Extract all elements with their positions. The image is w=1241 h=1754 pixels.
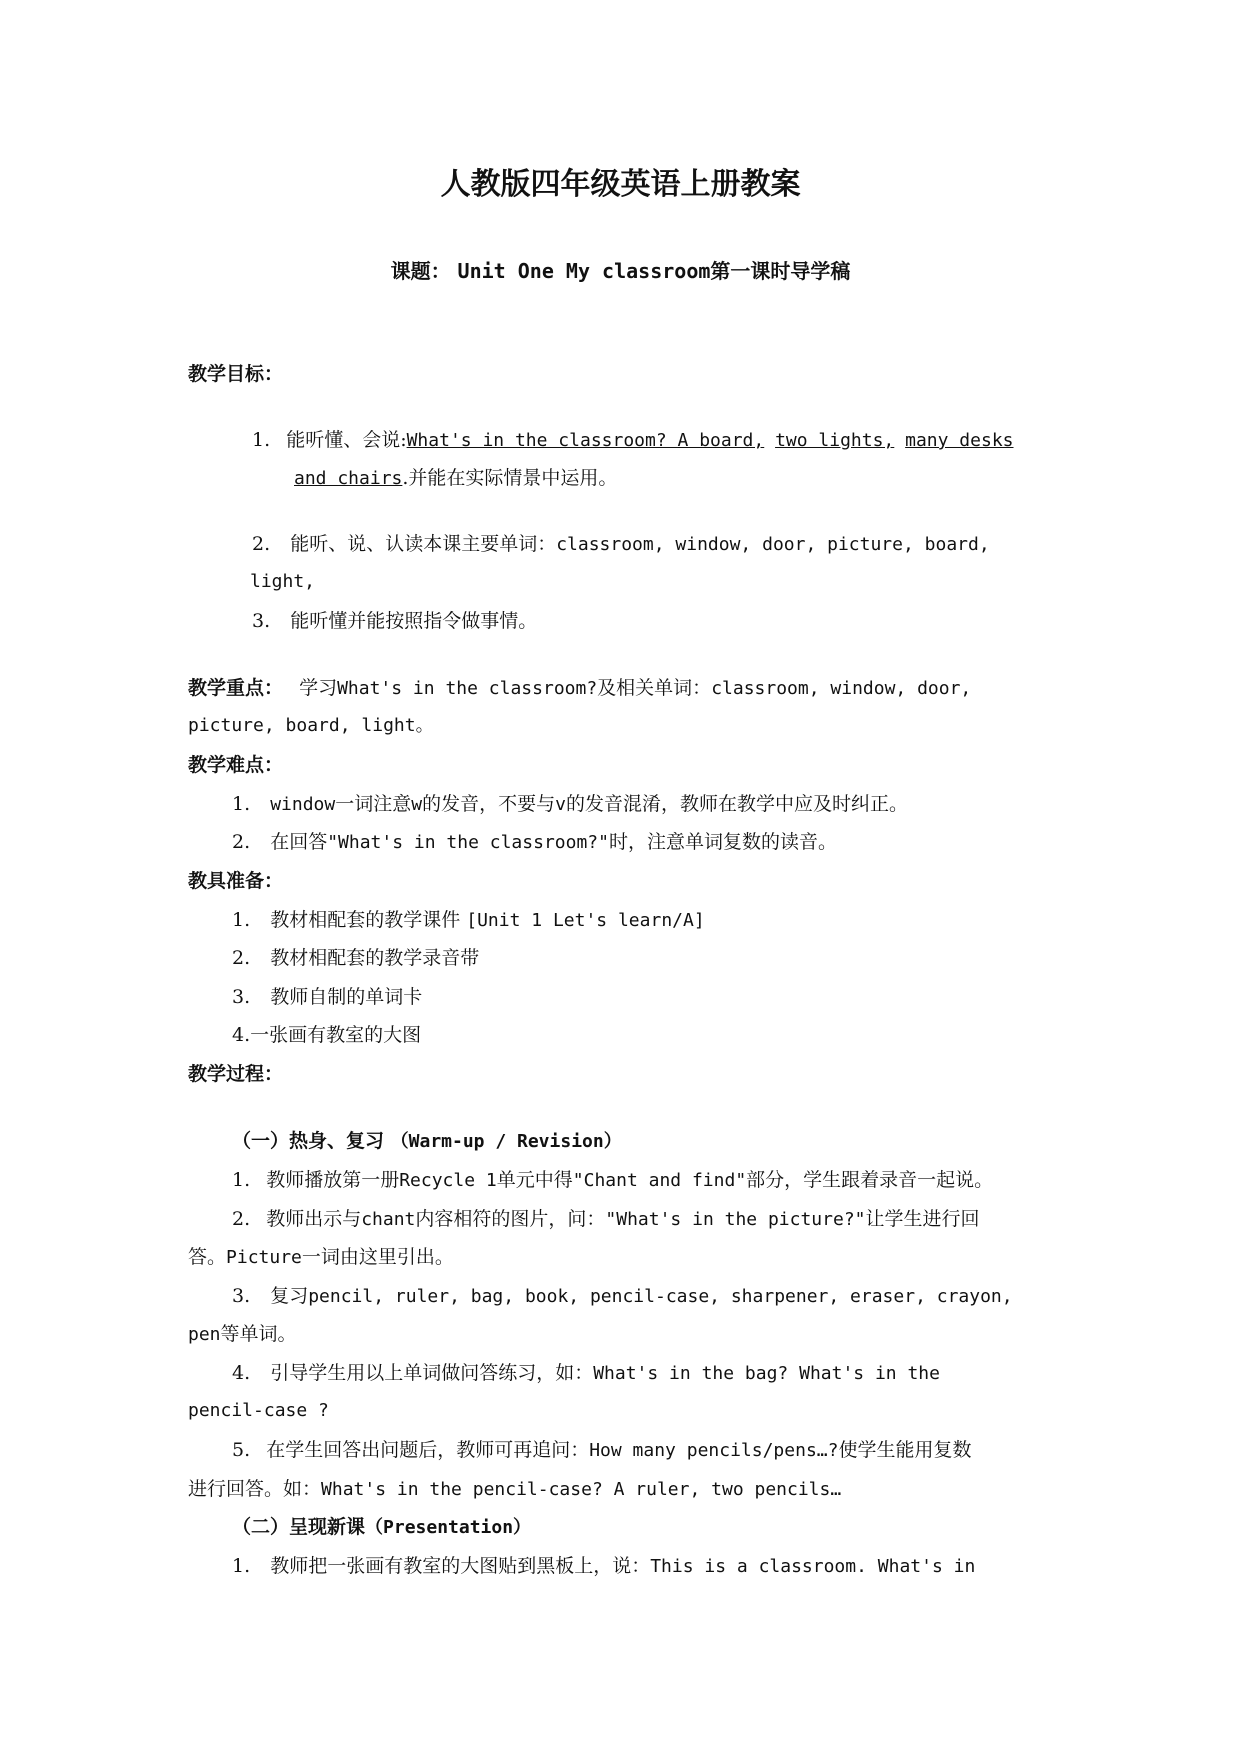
warmup-step-5 bbox=[232, 1438, 971, 1463]
objective-2-number: 2. bbox=[252, 533, 271, 555]
section-presentation-title: （二）呈现新课 bbox=[232, 1516, 366, 1538]
warmup-step-4 bbox=[232, 1361, 940, 1386]
difficulty-1 bbox=[232, 792, 908, 817]
difficulty-1-letter-v: v bbox=[555, 794, 566, 815]
warmup-step-2-text-1: 教师出示与 bbox=[266, 1208, 362, 1230]
focus-line bbox=[188, 676, 971, 701]
focus-words: classroom, window, door, bbox=[711, 678, 972, 699]
tool-2-text: 教材相配套的教学录音带 bbox=[270, 947, 480, 969]
section-warmup-title: （一）热身、复习 bbox=[232, 1130, 385, 1152]
sep bbox=[894, 430, 905, 451]
warmup-step-5-question: How many pencils/pens…? bbox=[589, 1440, 839, 1461]
presentation-step-1-text: 教师把一张画有教室的大图贴到黑板上，说： bbox=[270, 1555, 651, 1577]
objective-2-continued: light, bbox=[250, 571, 316, 592]
section-presentation-english: （Presentation） bbox=[365, 1517, 532, 1538]
difficulty-2-text-1: 在回答 bbox=[270, 831, 328, 853]
warmup-step-3-cont: 等单词。 bbox=[220, 1323, 297, 1345]
warmup-step-3-text: 复习 bbox=[270, 1285, 309, 1307]
tool-1-text: 教材相配套的教学课件 bbox=[270, 909, 461, 931]
warmup-step-4-continued: pencil-case ? bbox=[188, 1400, 329, 1421]
objective-1-phrase-1: What's in the classroom? A board, bbox=[406, 430, 765, 451]
process-heading: 教学过程： bbox=[188, 1063, 284, 1085]
presentation-step-1-number: 1. bbox=[232, 1555, 251, 1577]
difficulty-2-number: 2. bbox=[232, 831, 251, 853]
difficulty-2-question: "What's in the classroom?" bbox=[327, 832, 609, 853]
objective-1-continued bbox=[294, 466, 617, 491]
tools-heading: 教具准备： bbox=[188, 870, 284, 892]
warmup-step-5-cont: 进行回答。如： bbox=[188, 1478, 322, 1500]
warmup-step-2-continued bbox=[188, 1245, 454, 1270]
objective-1 bbox=[252, 428, 1014, 453]
warmup-step-1 bbox=[232, 1168, 993, 1193]
subtitle-suffix: 第一课时导学稿 bbox=[710, 259, 851, 283]
warmup-step-1-number: 1. bbox=[232, 1169, 251, 1191]
difficulty-1-word: window bbox=[270, 794, 336, 815]
objectives-heading: 教学目标： bbox=[188, 363, 284, 385]
section-presentation-heading bbox=[232, 1515, 531, 1540]
subtitle-label: 课题： bbox=[390, 259, 451, 283]
objective-1-number: 1. bbox=[252, 429, 271, 451]
warmup-step-3-words: pencil, ruler, bag, book, pencil-case, sharpener, eraser, crayon, bbox=[308, 1286, 1013, 1307]
warmup-step-2-question: "What's in the picture?" bbox=[605, 1209, 866, 1230]
difficulty-2 bbox=[232, 830, 837, 855]
lesson-subtitle bbox=[0, 258, 1241, 284]
warmup-step-5-continued bbox=[188, 1477, 841, 1502]
difficulty-1-text-2: 的发音，不要与 bbox=[422, 793, 556, 815]
objective-2-words: classroom, window, door, picture, board, bbox=[556, 534, 990, 555]
difficulty-1-number: 1. bbox=[232, 793, 251, 815]
tool-3-number: 3. bbox=[232, 986, 251, 1008]
tool-4-text: 一张画有教室的大图 bbox=[250, 1024, 422, 1046]
difficulty-1-text-3: 的发音混淆，教师在教学中应及时纠正。 bbox=[565, 793, 908, 815]
focus-continued: picture, board, light。 bbox=[188, 715, 434, 736]
warmup-step-5-number: 5. bbox=[232, 1439, 251, 1461]
warmup-step-1-text-3: 部分，学生跟着录音一起说。 bbox=[746, 1169, 994, 1191]
objective-1-phrase-4: and chairs bbox=[294, 468, 403, 489]
warmup-step-1-text-2: 单元中得 bbox=[496, 1169, 573, 1191]
focus-text-2: 及相关单词： bbox=[597, 677, 712, 699]
focus-heading: 教学重点： bbox=[188, 677, 284, 699]
warmup-step-3 bbox=[232, 1284, 1013, 1309]
difficulty-heading: 教学难点： bbox=[188, 754, 284, 776]
objective-3-number: 3. bbox=[252, 610, 271, 632]
presentation-step-1 bbox=[232, 1554, 975, 1579]
objective-2 bbox=[252, 532, 990, 557]
warmup-step-5-text-1: 在学生回答出问题后，教师可再追问： bbox=[266, 1439, 590, 1461]
objective-3 bbox=[252, 609, 537, 633]
objective-1-prefix: 能听懂、会说: bbox=[286, 429, 407, 451]
objective-1-suffix: .并能在实际情景中运用。 bbox=[402, 467, 618, 489]
warmup-step-2-text-2: 内容相符的图片，问： bbox=[415, 1208, 606, 1230]
warmup-step-3-number: 3. bbox=[232, 1285, 251, 1307]
warmup-step-1-chant: "Chant and find" bbox=[572, 1170, 747, 1191]
page-title: 人教版四年级英语上册教案 bbox=[440, 167, 801, 202]
warmup-step-2-cont-2: 一词由这里引出。 bbox=[301, 1246, 454, 1268]
warmup-step-2-chant: chant bbox=[361, 1209, 416, 1230]
warmup-step-1-text-1: 教师播放第一册 bbox=[266, 1169, 400, 1191]
tool-4 bbox=[232, 1023, 421, 1047]
presentation-step-1-example: This is a classroom. What's in bbox=[650, 1556, 976, 1577]
warmup-step-2 bbox=[232, 1207, 980, 1232]
warmup-step-1-recycle: Recycle 1 bbox=[399, 1170, 497, 1191]
subtitle-topic: Unit One My classroom bbox=[457, 259, 711, 283]
difficulty-2-text-2: 时，注意单词复数的读音。 bbox=[608, 831, 837, 853]
warmup-step-3-continued bbox=[188, 1322, 297, 1347]
warmup-step-5-text-2: 使学生能用复数 bbox=[838, 1439, 972, 1461]
warmup-step-2-text-3: 让学生进行回 bbox=[865, 1208, 980, 1230]
tool-1 bbox=[232, 908, 705, 933]
objective-2-prefix: 能听、说、认读本课主要单词： bbox=[290, 533, 557, 555]
focus-question: What's in the classroom? bbox=[337, 678, 598, 699]
objective-3-text: 能听懂并能按照指令做事情。 bbox=[290, 610, 538, 632]
warmup-step-2-cont-1: 答。 bbox=[188, 1246, 227, 1268]
warmup-step-4-example: What's in the bag? What's in the bbox=[593, 1363, 940, 1384]
warmup-step-5-example: What's in the pencil-case? A ruler, two pencils… bbox=[321, 1479, 842, 1500]
warmup-step-3-pen: pen bbox=[188, 1324, 221, 1345]
objective-1-phrase-2: two lights, bbox=[775, 430, 895, 451]
difficulty-1-letter-w: w bbox=[411, 794, 423, 815]
section-warmup-english: （Warm-up / Revision） bbox=[390, 1131, 622, 1152]
tool-3-text: 教师自制的单词卡 bbox=[270, 986, 423, 1008]
sep bbox=[764, 430, 775, 451]
tool-2 bbox=[232, 946, 479, 970]
warmup-step-4-number: 4. bbox=[232, 1362, 251, 1384]
tool-1-number: 1. bbox=[232, 909, 251, 931]
difficulty-1-text-1: 一词注意 bbox=[335, 793, 412, 815]
tool-2-number: 2. bbox=[232, 947, 251, 969]
tool-3 bbox=[232, 985, 422, 1009]
tool-1-courseware: [Unit 1 Let's learn/A] bbox=[466, 910, 705, 931]
tool-4-number: 4. bbox=[232, 1024, 251, 1046]
warmup-step-2-number: 2. bbox=[232, 1208, 251, 1230]
warmup-step-4-text: 引导学生用以上单词做问答练习，如： bbox=[270, 1362, 594, 1384]
warmup-step-2-picture: Picture bbox=[226, 1247, 302, 1268]
focus-text-1: 学习 bbox=[299, 677, 338, 699]
section-warmup-heading bbox=[232, 1129, 622, 1154]
objective-1-phrase-3: many desks bbox=[905, 430, 1014, 451]
